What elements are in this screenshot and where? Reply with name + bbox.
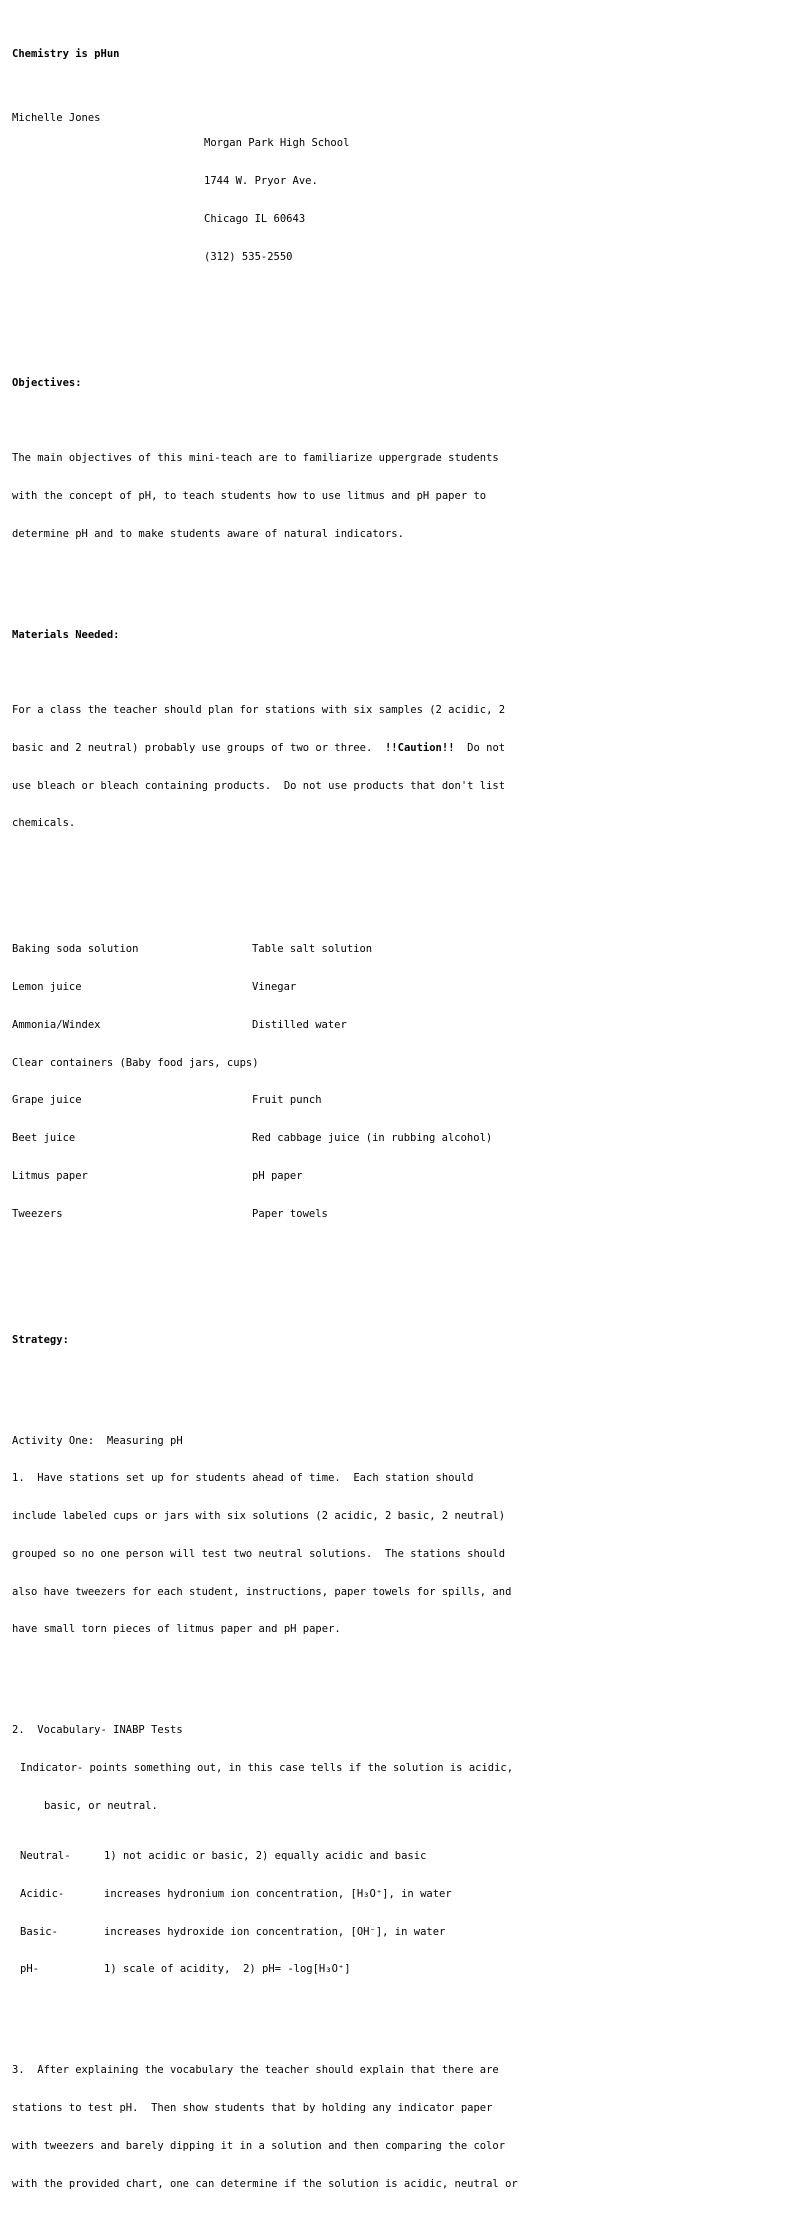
strategy-step1-line-3: grouped so no one person will test two neutral solutions. The stations should [12, 1547, 506, 1560]
vocab-entry [12, 1963, 788, 1976]
vocab-entry [12, 1888, 788, 1901]
vocab-term: Basic- [20, 1925, 58, 1938]
materials-intro-line-2-b: Do not [454, 741, 506, 754]
vocab-definition: increases hydronium ion concentration, [H₃O⁺], in water [104, 1887, 452, 1900]
author-address-block [12, 112, 788, 288]
list-item: Paper towels [252, 1207, 328, 1220]
spacer [12, 1674, 788, 1687]
vocab-definition: 1) not acidic or basic, 2) equally acidic and basic [104, 1850, 427, 1863]
document-body [12, 10, 788, 2228]
list-item: Baking soda solution [12, 943, 139, 956]
list-item: Tweezers [12, 1207, 63, 1220]
list-item: Grape juice [12, 1094, 82, 1107]
objectives-line-3: determine pH and to make students aware of natural indicators. [12, 527, 404, 540]
spacer [12, 2014, 788, 2027]
vocab-term: Neutral- [20, 1850, 71, 1863]
school-name: Morgan Park High School [204, 137, 350, 150]
activity-one-title: Activity One: Measuring pH [12, 1434, 183, 1447]
materials-intro-line-1: For a class the teacher should plan for stations with six samples (2 acidic, 2 [12, 704, 506, 717]
strategy-step3-line-1: 3. After explaining the vocabulary the teacher should explain that there are [12, 2064, 499, 2077]
document-title: Chemistry is pHun [12, 47, 120, 60]
materials-heading: Materials Needed: [12, 628, 120, 641]
objectives-heading: Objectives: [12, 376, 82, 389]
materials-list-right [252, 918, 788, 1245]
list-item: Vinegar [252, 981, 297, 994]
materials-intro-line-4: chemicals. [12, 817, 76, 830]
school-address [204, 112, 788, 288]
objectives-line-1: The main objectives of this mini-teach are to familiarize uppergrade students [12, 452, 499, 465]
school-phone: (312) 535-2550 [204, 250, 293, 263]
strategy-step1-line-5: have small torn pieces of litmus paper and pH paper. [12, 1623, 341, 1636]
list-item: pH paper [252, 1170, 303, 1183]
list-item: Lemon juice [12, 981, 82, 994]
list-item: Litmus paper [12, 1170, 88, 1183]
materials-list [12, 918, 788, 1245]
list-item [252, 1057, 788, 1070]
school-street: 1744 W. Pryor Ave. [204, 175, 318, 188]
spacer [12, 578, 788, 591]
spacer [12, 1283, 788, 1296]
strategy-step1-line-2: include labeled cups or jars with six solutions (2 acidic, 2 basic, 2 neutral) [12, 1510, 506, 1523]
vocab-entry [12, 1850, 788, 1863]
materials-intro-line-2-a: basic and 2 neutral) probably use groups of two or three. [12, 741, 385, 754]
list-item: Clear containers (Baby food jars, cups) [12, 1056, 259, 1069]
materials-intro-line-2 [12, 742, 788, 755]
list-item: Fruit punch [252, 1094, 322, 1107]
spacer [12, 666, 788, 679]
school-city-state-zip: Chicago IL 60643 [204, 212, 306, 225]
strategy-step3-line-3: with tweezers and barely dipping it in a solution and then comparing the color [12, 2139, 506, 2152]
vocab-definition: 1) scale of acidity, 2) pH= -log[H₃O⁺] [104, 1963, 351, 1976]
strategy-heading: Strategy: [12, 1333, 69, 1346]
spacer [12, 868, 788, 881]
spacer [12, 414, 788, 427]
materials-intro-line-3: use bleach or bleach containing products. Do not use products that don't list [12, 779, 506, 792]
vocab-term: Acidic- [20, 1887, 65, 1900]
objectives-line-2: with the concept of pH, to teach students how to use litmus and pH paper to [12, 489, 487, 502]
strategy-step3-line-4: with the provided chart, one can determine if the solution is acidic, neutral or [12, 2177, 518, 2190]
author-name: Michelle Jones [12, 112, 101, 125]
materials-list-left [12, 918, 259, 1245]
vocab-definition: increases hydroxide ion concentration, [OH⁻], in water [104, 1925, 446, 1938]
spacer [12, 326, 788, 339]
vocab-term: pH- [20, 1963, 39, 1976]
strategy-step2-title: 2. Vocabulary- INABP Tests [12, 1724, 183, 1737]
list-item: Red cabbage juice (in rubbing alcohol) [252, 1132, 493, 1145]
indicator-line-1: Indicator- points something out, in this case tells if the solution is acidic, [20, 1761, 514, 1774]
indicator-line-2: basic, or neutral. [44, 1799, 158, 1812]
list-item: Table salt solution [252, 943, 373, 956]
strategy-step1-line-4: also have tweezers for each student, instructions, paper towels for spills, and [12, 1585, 512, 1598]
list-item: Ammonia/Windex [12, 1018, 101, 1031]
caution-label: !!Caution!! [384, 741, 455, 754]
list-item: Distilled water [252, 1018, 347, 1031]
strategy-step1-line-1: 1. Have stations set up for students ahead of time. Each station should [12, 1472, 474, 1485]
vocab-entry [12, 1926, 788, 1939]
strategy-step3-line-2: stations to test pH. Then show students that by holding any indicator paper [12, 2101, 493, 2114]
spacer [12, 1384, 788, 1397]
list-item: Beet juice [12, 1132, 76, 1145]
